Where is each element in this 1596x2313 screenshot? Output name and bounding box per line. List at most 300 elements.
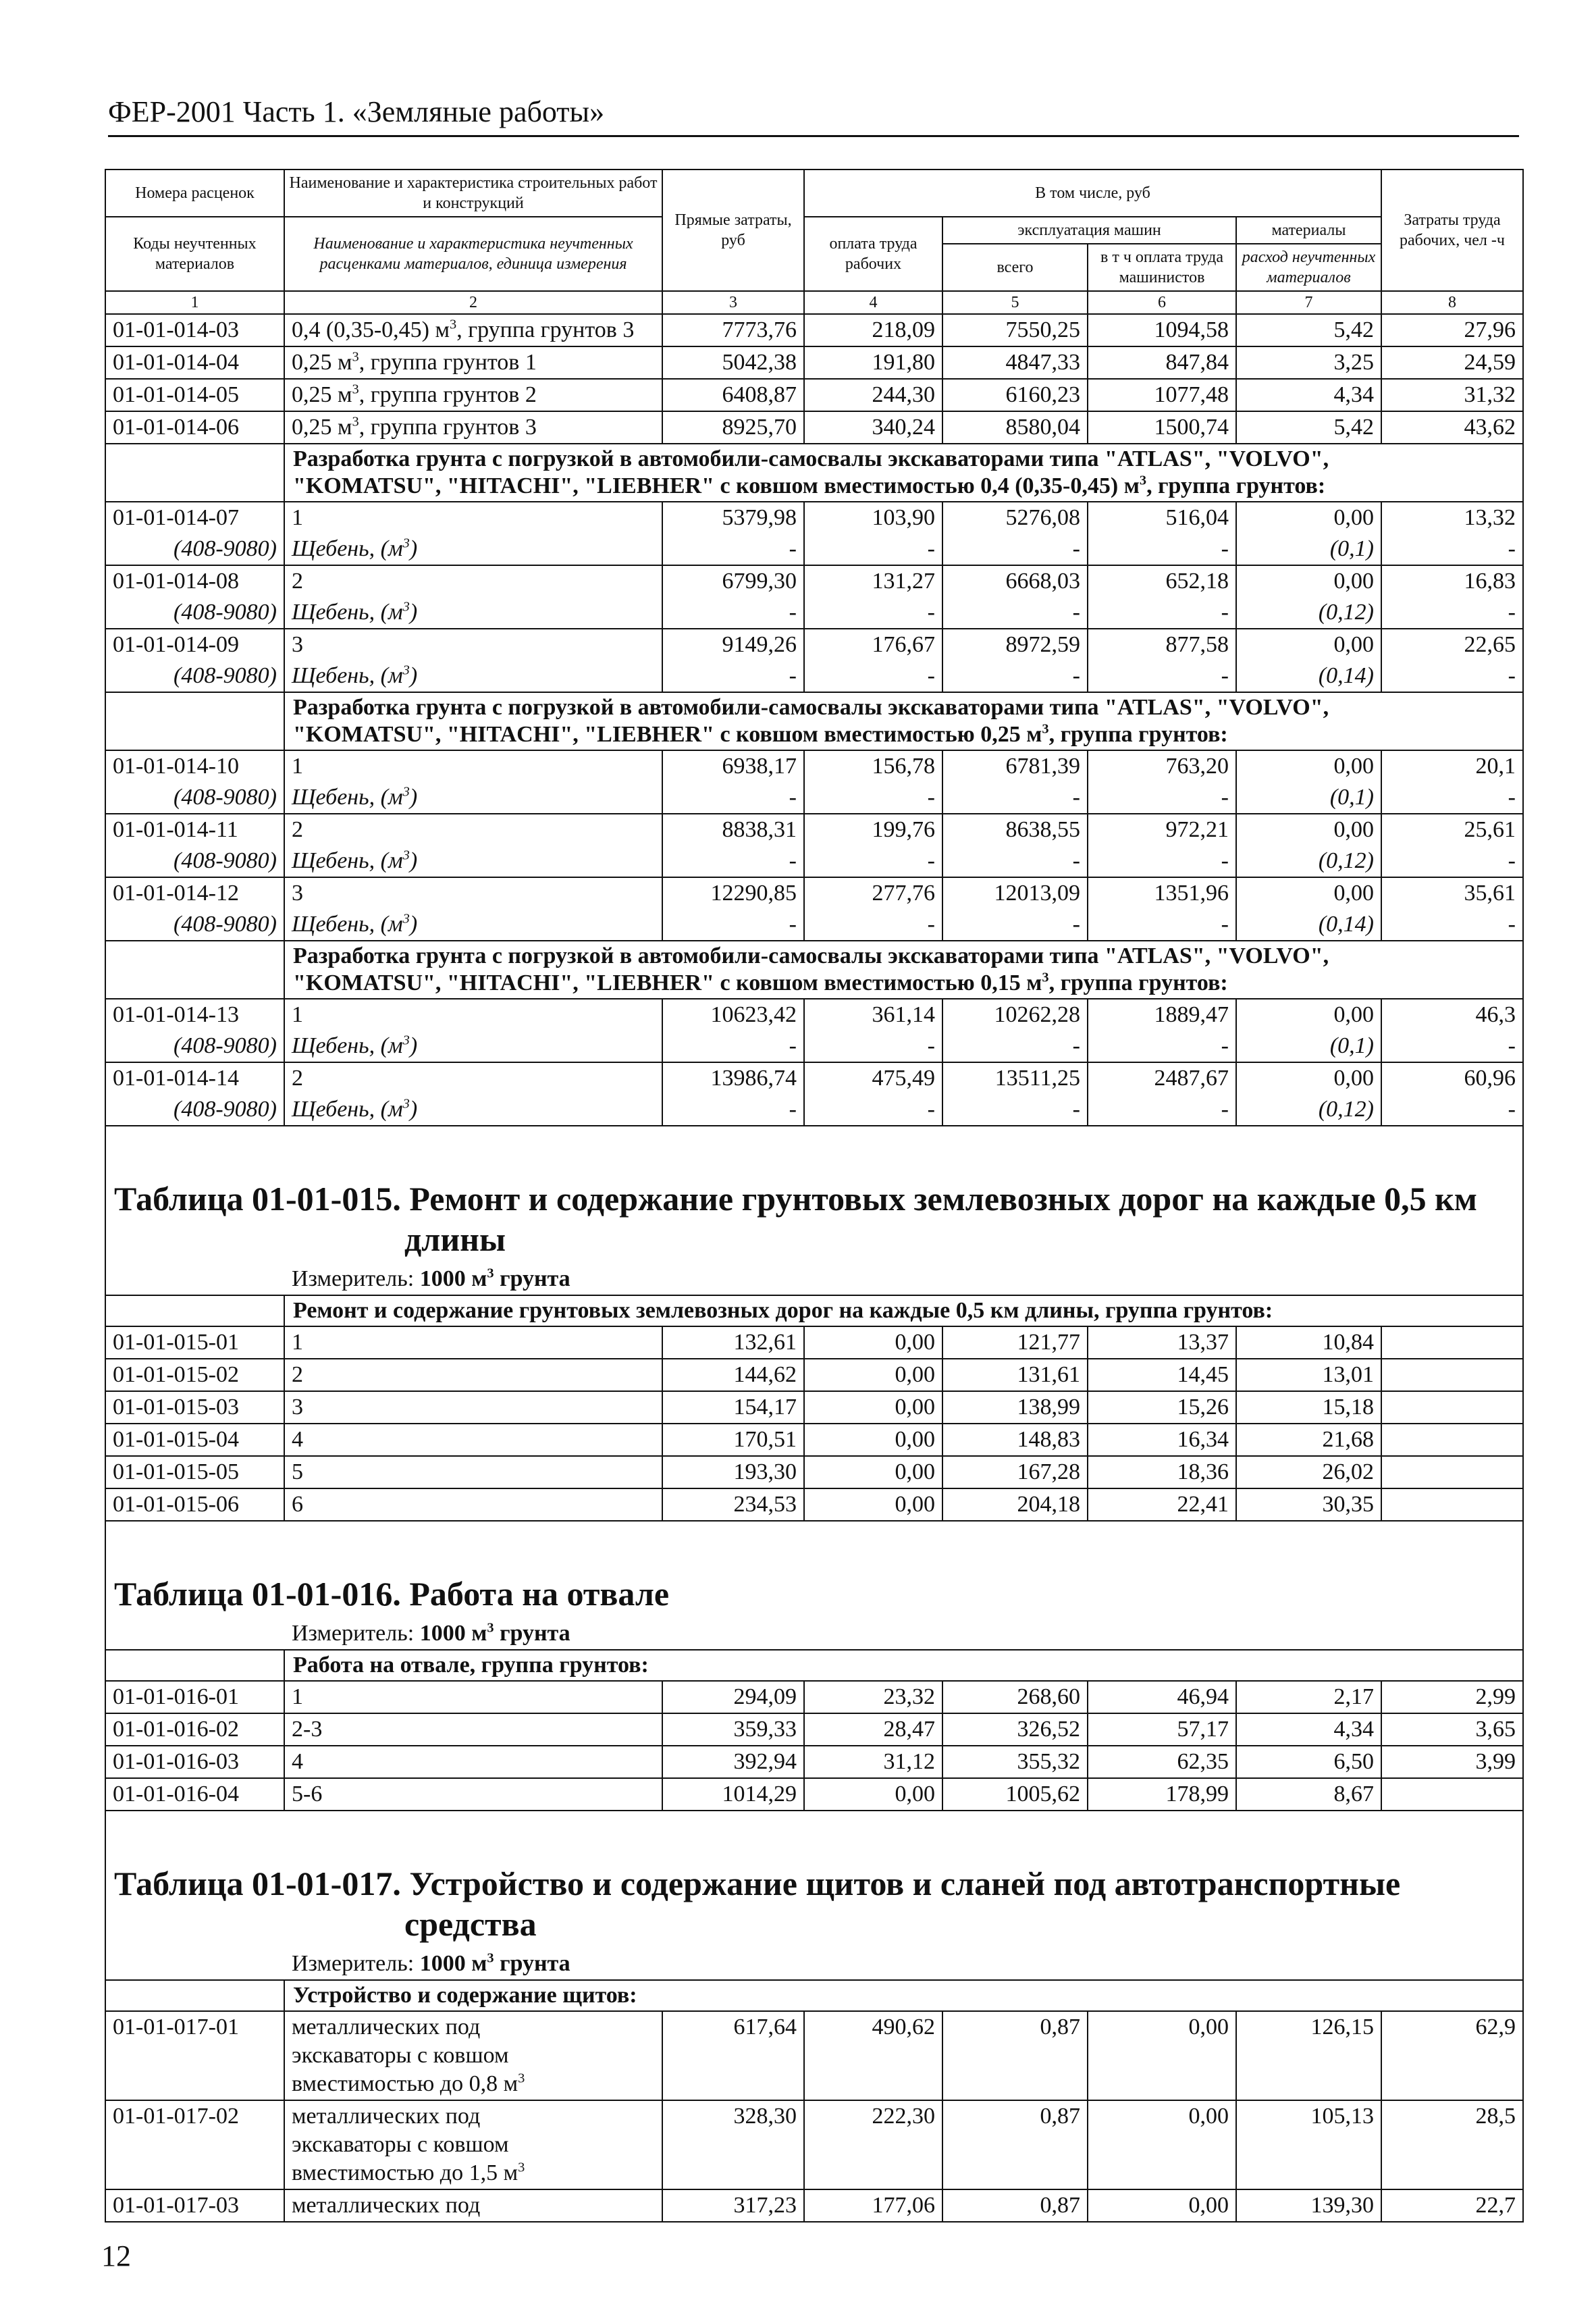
work-name-line: металлических под xyxy=(292,2015,481,2039)
value-cell: 7550,25 xyxy=(942,314,1088,346)
value-cell: 1014,29 xyxy=(662,1778,804,1811)
value-cell: 4,34 xyxy=(1236,1713,1381,1746)
value-cell: 103,90 xyxy=(804,502,942,534)
material-row xyxy=(105,846,1523,877)
material-row xyxy=(105,1094,1523,1126)
section-title xyxy=(284,941,1523,999)
measure-value-text: 1000 м xyxy=(419,1951,487,1976)
unit-exponent: 3 xyxy=(487,1266,494,1281)
table-title-row xyxy=(105,1851,1523,1948)
header-material-codes: Коды неучтенных материалов xyxy=(105,217,284,291)
column-numbers-row xyxy=(105,291,1523,314)
value-cell: 222,30 xyxy=(804,2100,942,2189)
value-cell: 5379,98 xyxy=(662,502,804,534)
value-cell: 3,65 xyxy=(1381,1713,1523,1746)
value-cell: 10262,28 xyxy=(942,999,1088,1031)
value-cell: 516,04 xyxy=(1088,502,1236,534)
rate-code: 01-01-014-07 xyxy=(105,502,284,534)
material-name-text: ) xyxy=(409,1097,418,1122)
material-value-cell: (0,1) xyxy=(1236,782,1381,814)
value-cell xyxy=(1381,1456,1523,1488)
page-header: ФЕР-2001 Часть 1. «Земляные работы» xyxy=(108,95,605,128)
section-line: , группа грунтов: xyxy=(1048,970,1228,995)
section-row xyxy=(105,1650,1523,1681)
value-cell: 62,35 xyxy=(1088,1746,1236,1778)
material-name xyxy=(284,1031,662,1062)
material-value-cell: - xyxy=(804,660,942,692)
table-row xyxy=(105,502,1523,534)
value-cell: 13,37 xyxy=(1088,1326,1236,1359)
material-value-cell: (0,1) xyxy=(1236,534,1381,565)
work-name-text: , группа грунтов 1 xyxy=(358,350,537,375)
material-name-text: ) xyxy=(409,600,418,625)
value-cell: 0,00 xyxy=(1236,999,1381,1031)
value-cell: 178,99 xyxy=(1088,1778,1236,1811)
value-cell: 5276,08 xyxy=(942,502,1088,534)
unit-exponent: 3 xyxy=(352,382,359,397)
value-cell: 170,51 xyxy=(662,1424,804,1456)
unit-exponent: 3 xyxy=(402,536,410,551)
column-number: 5 xyxy=(942,291,1088,314)
material-value-cell: - xyxy=(942,782,1088,814)
work-name: 1 xyxy=(284,1326,662,1359)
value-cell: 57,17 xyxy=(1088,1713,1236,1746)
value-cell xyxy=(1381,1424,1523,1456)
work-name xyxy=(284,2189,662,2222)
section-line: , группа грунтов: xyxy=(1048,722,1228,747)
value-cell: 1077,48 xyxy=(1088,379,1236,411)
unit-exponent: 3 xyxy=(352,414,359,430)
material-value-cell: - xyxy=(942,597,1088,629)
value-cell: 10623,42 xyxy=(662,999,804,1031)
material-value-cell: - xyxy=(804,1094,942,1126)
value-cell: 35,61 xyxy=(1381,877,1523,909)
work-name: 1 xyxy=(284,1681,662,1713)
table-row xyxy=(105,2100,1523,2189)
material-value-cell: - xyxy=(942,660,1088,692)
table-title-row xyxy=(105,1561,1523,1618)
value-cell: 121,77 xyxy=(942,1326,1088,1359)
table-row xyxy=(105,314,1523,346)
table-title-line: средства xyxy=(404,1905,537,1943)
table-row xyxy=(105,565,1523,597)
value-cell: 328,30 xyxy=(662,2100,804,2189)
value-cell: 218,09 xyxy=(804,314,942,346)
column-number: 4 xyxy=(804,291,942,314)
value-cell: 25,61 xyxy=(1381,814,1523,846)
value-cell: 22,7 xyxy=(1381,2189,1523,2222)
work-name-line: металлических под xyxy=(292,2193,481,2218)
value-cell: 6799,30 xyxy=(662,565,804,597)
measure-row xyxy=(105,1264,1523,1295)
value-cell: 490,62 xyxy=(804,2011,942,2100)
value-cell: 21,68 xyxy=(1236,1424,1381,1456)
value-cell: 167,28 xyxy=(942,1456,1088,1488)
value-cell: 24,59 xyxy=(1381,346,1523,379)
value-cell: 6,50 xyxy=(1236,1746,1381,1778)
table-row xyxy=(105,1391,1523,1424)
measure-label: Измеритель: xyxy=(292,1266,420,1291)
value-cell: 0,87 xyxy=(942,2189,1088,2222)
work-name xyxy=(284,346,662,379)
table-body xyxy=(105,170,1523,2222)
section-spacer xyxy=(105,941,284,999)
material-code: (408-9080) xyxy=(105,1031,284,1062)
rate-code: 01-01-015-01 xyxy=(105,1326,284,1359)
value-cell: 13,32 xyxy=(1381,502,1523,534)
work-name-line: металлических под xyxy=(292,2104,481,2129)
work-name xyxy=(284,314,662,346)
rate-code: 01-01-017-01 xyxy=(105,2011,284,2100)
value-cell: 0,87 xyxy=(942,2011,1088,2100)
value-cell: 877,58 xyxy=(1088,629,1236,660)
value-cell: 359,33 xyxy=(662,1713,804,1746)
table-title xyxy=(105,1166,1523,1264)
material-value-cell: - xyxy=(1381,534,1523,565)
table-title-line: Таблица 01-01-016. Работа на отвале xyxy=(114,1575,670,1613)
material-name-text: ) xyxy=(409,663,418,688)
value-cell: 0,00 xyxy=(1236,877,1381,909)
work-name-text: , группа грунтов 3 xyxy=(456,317,635,342)
value-cell: 0,00 xyxy=(1236,750,1381,782)
material-code: (408-9080) xyxy=(105,909,284,941)
header-rate-numbers: Номера расценок xyxy=(105,170,284,217)
value-cell: 277,76 xyxy=(804,877,942,909)
rate-code: 01-01-017-03 xyxy=(105,2189,284,2222)
table-title xyxy=(105,1851,1523,1948)
value-cell: 13,01 xyxy=(1236,1359,1381,1391)
value-cell: 475,49 xyxy=(804,1062,942,1094)
measure-row xyxy=(105,1948,1523,1980)
material-value-cell: - xyxy=(1381,782,1523,814)
value-cell: 0,00 xyxy=(1088,2189,1236,2222)
section-line: "KOMATSU", "HITACHI", "LIEBHER" с ковшом вместимостью 0,4 (0,35-0,45) м xyxy=(293,473,1140,498)
rate-code: 01-01-014-04 xyxy=(105,346,284,379)
material-value-cell: - xyxy=(804,1031,942,1062)
unit-exponent: 3 xyxy=(402,911,410,927)
value-cell: 22,65 xyxy=(1381,629,1523,660)
value-cell: 4,34 xyxy=(1236,379,1381,411)
value-cell: 1351,96 xyxy=(1088,877,1236,909)
rate-code: 01-01-015-06 xyxy=(105,1488,284,1521)
material-value-cell: (0,12) xyxy=(1236,597,1381,629)
value-cell: 0,00 xyxy=(804,1424,942,1456)
value-cell: 138,99 xyxy=(942,1391,1088,1424)
value-cell: 0,00 xyxy=(1236,629,1381,660)
value-cell: 30,35 xyxy=(1236,1488,1381,1521)
rate-code: 01-01-015-03 xyxy=(105,1391,284,1424)
material-value-cell: - xyxy=(662,660,804,692)
material-name-text: ) xyxy=(409,848,418,873)
section-spacer xyxy=(105,1650,284,1681)
value-cell: 12013,09 xyxy=(942,877,1088,909)
material-code: (408-9080) xyxy=(105,1094,284,1126)
rate-code: 01-01-016-03 xyxy=(105,1746,284,1778)
section-spacer xyxy=(105,1980,284,2011)
value-cell: 8925,70 xyxy=(662,411,804,444)
table-row xyxy=(105,629,1523,660)
value-cell: 8580,04 xyxy=(942,411,1088,444)
value-cell: 132,61 xyxy=(662,1326,804,1359)
value-cell: 16,34 xyxy=(1088,1424,1236,1456)
material-value-cell: - xyxy=(942,1031,1088,1062)
unit-exponent: 3 xyxy=(487,1620,494,1636)
value-cell: 0,00 xyxy=(804,1326,942,1359)
section-line: "KOMATSU", "HITACHI", "LIEBHER" с ковшом вместимостью 0,25 м xyxy=(293,722,1042,747)
material-name xyxy=(284,660,662,692)
column-number: 8 xyxy=(1381,291,1523,314)
work-name xyxy=(284,2011,662,2100)
material-name xyxy=(284,534,662,565)
value-cell: 60,96 xyxy=(1381,1062,1523,1094)
table-title-line: Таблица 01-01-017. Устройство и содержание щитов и сланей под автотранспортные xyxy=(114,1865,1401,1902)
material-value-cell: - xyxy=(1381,660,1523,692)
material-row xyxy=(105,782,1523,814)
value-cell: 13511,25 xyxy=(942,1062,1088,1094)
rate-code: 01-01-015-05 xyxy=(105,1456,284,1488)
material-name-text: Щебень, (м xyxy=(292,912,403,937)
value-cell: 46,94 xyxy=(1088,1681,1236,1713)
value-cell: 105,13 xyxy=(1236,2100,1381,2189)
material-value-cell: - xyxy=(662,597,804,629)
rate-code: 01-01-014-12 xyxy=(105,877,284,909)
value-cell xyxy=(1381,1391,1523,1424)
material-name xyxy=(284,597,662,629)
material-name-text: ) xyxy=(409,1033,418,1058)
unit-exponent: 3 xyxy=(1042,721,1049,737)
material-name xyxy=(284,909,662,941)
header-including: В том числе, руб xyxy=(804,170,1381,217)
value-cell: 0,00 xyxy=(1236,565,1381,597)
value-cell: 340,24 xyxy=(804,411,942,444)
header-material-consumption: расход неучтенных материалов xyxy=(1236,244,1381,291)
spacer-cell xyxy=(105,1521,1523,1561)
value-cell: 28,47 xyxy=(804,1713,942,1746)
work-name: 5 xyxy=(284,1456,662,1488)
work-name-text: , группа грунтов 3 xyxy=(358,415,537,440)
work-name: 3 xyxy=(284,629,662,660)
value-cell: 392,94 xyxy=(662,1746,804,1778)
unit-exponent: 3 xyxy=(1042,970,1049,985)
rate-code: 01-01-014-08 xyxy=(105,565,284,597)
material-value-cell: - xyxy=(942,1094,1088,1126)
measure-value xyxy=(420,1621,570,1646)
section-spacer xyxy=(105,692,284,750)
table-row xyxy=(105,1713,1523,1746)
table-row xyxy=(105,1681,1523,1713)
value-cell: 8838,31 xyxy=(662,814,804,846)
table-title-row xyxy=(105,1166,1523,1264)
value-cell: 31,12 xyxy=(804,1746,942,1778)
material-value-cell: - xyxy=(662,1031,804,1062)
table-title-line: Таблица 01-01-015. Ремонт и содержание грунтовых землевозных дорог на каждые 0,5 км xyxy=(114,1180,1477,1218)
value-cell: 193,30 xyxy=(662,1456,804,1488)
value-cell: 18,36 xyxy=(1088,1456,1236,1488)
measure-value-text: грунта xyxy=(494,1266,570,1291)
unit-exponent: 3 xyxy=(518,2071,525,2086)
material-code: (408-9080) xyxy=(105,660,284,692)
rate-code: 01-01-015-04 xyxy=(105,1424,284,1456)
material-value-cell: (0,1) xyxy=(1236,1031,1381,1062)
section-line: , группа грунтов: xyxy=(1146,473,1326,498)
value-cell xyxy=(1381,1359,1523,1391)
value-cell: 6160,23 xyxy=(942,379,1088,411)
spacer-cell xyxy=(105,1126,1523,1166)
material-name-text: ) xyxy=(409,536,418,561)
value-cell: 10,84 xyxy=(1236,1326,1381,1359)
material-name-text: ) xyxy=(409,912,418,937)
header-machines: эксплуатация машин xyxy=(942,217,1236,244)
unit-exponent: 3 xyxy=(449,317,457,332)
material-row xyxy=(105,534,1523,565)
material-value-cell: - xyxy=(942,534,1088,565)
work-name-line: экскаваторы с ковшом xyxy=(292,2043,509,2068)
material-name-text: Щебень, (м xyxy=(292,1097,403,1122)
value-cell: 16,83 xyxy=(1381,565,1523,597)
value-cell: 144,62 xyxy=(662,1359,804,1391)
value-cell: 1005,62 xyxy=(942,1778,1088,1811)
value-cell: 13986,74 xyxy=(662,1062,804,1094)
section-title xyxy=(284,444,1523,502)
work-name xyxy=(284,411,662,444)
value-cell: 15,18 xyxy=(1236,1391,1381,1424)
material-value-cell: - xyxy=(1088,846,1236,877)
value-cell: 23,32 xyxy=(804,1681,942,1713)
value-cell: 177,06 xyxy=(804,2189,942,2222)
unit-exponent: 3 xyxy=(402,662,410,678)
material-value-cell: - xyxy=(662,782,804,814)
page-number: 12 xyxy=(101,2239,131,2272)
header-row-2 xyxy=(105,217,1523,244)
section-title: Устройство и содержание щитов: xyxy=(284,1980,1523,2011)
value-cell: 15,26 xyxy=(1088,1391,1236,1424)
work-name: 1 xyxy=(284,502,662,534)
material-value-cell: - xyxy=(1088,660,1236,692)
value-cell: 268,60 xyxy=(942,1681,1088,1713)
rate-code: 01-01-014-06 xyxy=(105,411,284,444)
value-cell: 294,09 xyxy=(662,1681,804,1713)
material-value-cell: - xyxy=(662,1094,804,1126)
work-name: 3 xyxy=(284,1391,662,1424)
value-cell: 326,52 xyxy=(942,1713,1088,1746)
table-row xyxy=(105,1359,1523,1391)
value-cell: 361,14 xyxy=(804,999,942,1031)
section-line: Разработка грунта с погрузкой в автомобили-самосвалы экскаваторами типа "ATLAS", "VOLVO", xyxy=(293,446,1329,471)
value-cell: 148,83 xyxy=(942,1424,1088,1456)
section-line: Разработка грунта с погрузкой в автомобили-самосвалы экскаваторами типа "ATLAS", "VOLVO", xyxy=(293,943,1329,968)
measure-unit xyxy=(105,1264,1523,1295)
value-cell: 131,27 xyxy=(804,565,942,597)
measure-label: Измеритель: xyxy=(292,1951,420,1976)
value-cell: 6408,87 xyxy=(662,379,804,411)
rate-code: 01-01-016-02 xyxy=(105,1713,284,1746)
rate-code: 01-01-014-14 xyxy=(105,1062,284,1094)
material-code: (408-9080) xyxy=(105,846,284,877)
value-cell: 126,15 xyxy=(1236,2011,1381,2100)
rate-code: 01-01-017-02 xyxy=(105,2100,284,2189)
value-cell: 0,00 xyxy=(1088,2011,1236,2100)
material-name-text: Щебень, (м xyxy=(292,663,403,688)
section-spacer xyxy=(105,1295,284,1326)
material-value-cell: (0,14) xyxy=(1236,660,1381,692)
table-row xyxy=(105,814,1523,846)
material-code: (408-9080) xyxy=(105,597,284,629)
rate-code: 01-01-014-10 xyxy=(105,750,284,782)
material-value-cell: (0,12) xyxy=(1236,846,1381,877)
section-spacer xyxy=(105,444,284,502)
header-workers-pay: оплата труда рабочих xyxy=(804,217,942,291)
material-value-cell: (0,14) xyxy=(1236,909,1381,941)
work-name: 2 xyxy=(284,814,662,846)
material-value-cell: - xyxy=(1381,909,1523,941)
table-title-line: длины xyxy=(404,1220,506,1258)
material-value-cell: - xyxy=(804,597,942,629)
work-name-text: 0,25 м xyxy=(292,350,352,375)
value-cell: 0,00 xyxy=(1088,2100,1236,2189)
value-cell xyxy=(1381,1778,1523,1811)
material-value-cell: - xyxy=(1381,1031,1523,1062)
rate-code: 01-01-016-04 xyxy=(105,1778,284,1811)
value-cell: 191,80 xyxy=(804,346,942,379)
value-cell: 5,42 xyxy=(1236,411,1381,444)
value-cell: 244,30 xyxy=(804,379,942,411)
unit-exponent: 3 xyxy=(402,848,410,863)
work-name: 2 xyxy=(284,1062,662,1094)
material-value-cell: - xyxy=(662,534,804,565)
table-row xyxy=(105,1456,1523,1488)
measure-value xyxy=(420,1951,570,1976)
table-row xyxy=(105,1062,1523,1094)
material-value-cell: - xyxy=(1088,909,1236,941)
material-name-text: ) xyxy=(409,785,418,810)
material-code: (408-9080) xyxy=(105,534,284,565)
rate-code: 01-01-014-05 xyxy=(105,379,284,411)
table-row xyxy=(105,2011,1523,2100)
rates-table-container xyxy=(105,169,1522,2223)
value-cell: 22,41 xyxy=(1088,1488,1236,1521)
value-cell: 8,67 xyxy=(1236,1778,1381,1811)
rate-code: 01-01-014-03 xyxy=(105,314,284,346)
column-number: 2 xyxy=(284,291,662,314)
value-cell: 1889,47 xyxy=(1088,999,1236,1031)
value-cell: 5,42 xyxy=(1236,314,1381,346)
material-name-text: Щебень, (м xyxy=(292,1033,403,1058)
spacer-row xyxy=(105,1811,1523,1851)
rates-table xyxy=(105,169,1524,2223)
value-cell: 46,3 xyxy=(1381,999,1523,1031)
material-code: (408-9080) xyxy=(105,782,284,814)
header-material-name: Наименование и характеристика неучтенных расценками материалов, единица измерения xyxy=(284,217,662,291)
section-title: Ремонт и содержание грунтовых землевозных дорог на каждые 0,5 км длины, группа грунтов: xyxy=(284,1295,1523,1326)
value-cell: 1500,74 xyxy=(1088,411,1236,444)
material-value-cell: - xyxy=(804,909,942,941)
table-row xyxy=(105,2189,1523,2222)
material-value-cell: - xyxy=(1088,597,1236,629)
value-cell: 0,00 xyxy=(1236,1062,1381,1094)
material-value-cell: - xyxy=(662,909,804,941)
material-row xyxy=(105,660,1523,692)
header-machines-total: всего xyxy=(942,244,1088,291)
value-cell: 31,32 xyxy=(1381,379,1523,411)
value-cell: 2,99 xyxy=(1381,1681,1523,1713)
value-cell: 355,32 xyxy=(942,1746,1088,1778)
value-cell: 4847,33 xyxy=(942,346,1088,379)
value-cell: 763,20 xyxy=(1088,750,1236,782)
work-name: 3 xyxy=(284,877,662,909)
rate-code: 01-01-014-09 xyxy=(105,629,284,660)
work-name-text: 0,25 м xyxy=(292,382,352,407)
measure-unit xyxy=(105,1618,1523,1650)
